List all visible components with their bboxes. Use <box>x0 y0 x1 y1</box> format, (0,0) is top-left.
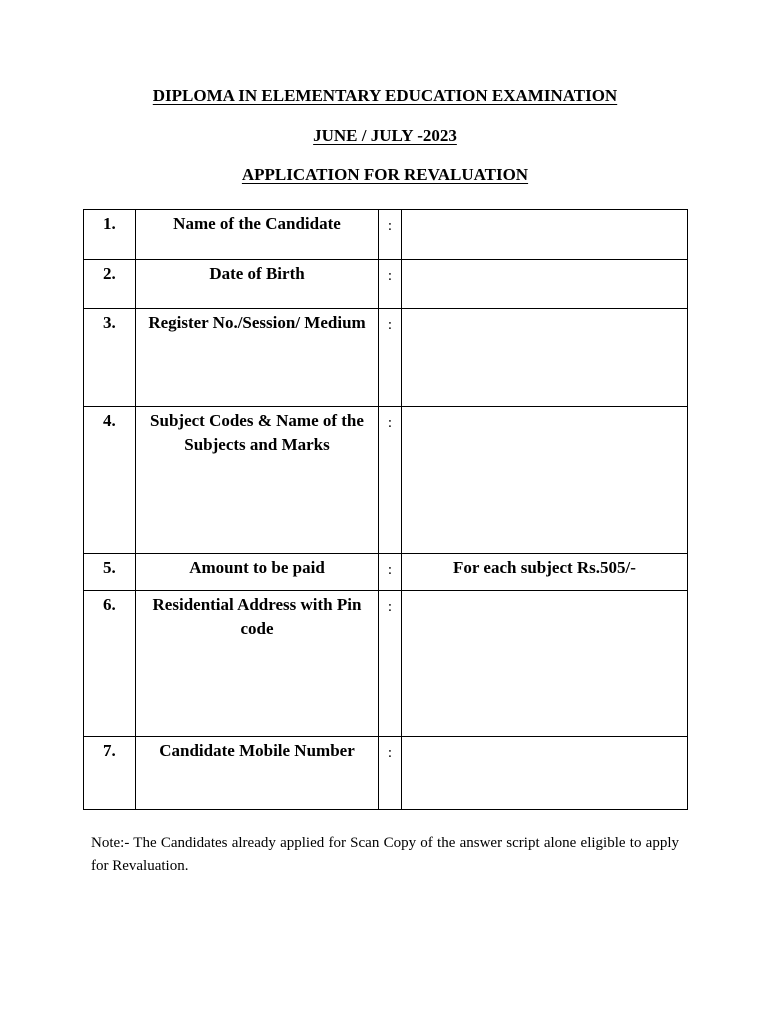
row-number: 3. <box>84 309 136 407</box>
field-label-date-of-birth: Date of Birth <box>136 260 379 309</box>
field-label-candidate-name: Name of the Candidate <box>136 210 379 260</box>
row-number: 5. <box>84 554 136 591</box>
eligibility-note: Note:- The Candidates already applied for Scan Copy of the answer script alone eligible to apply for Revaluation. <box>91 835 679 874</box>
row-address <box>84 591 688 737</box>
field-label-amount: Amount to be paid <box>136 554 379 591</box>
field-value-candidate-name[interactable] <box>402 210 688 260</box>
field-value-mobile[interactable] <box>402 737 688 810</box>
row-date-of-birth <box>84 260 688 309</box>
field-label-subject-codes: Subject Codes & Name of the Subjects and Marks <box>136 407 379 554</box>
row-number: 2. <box>84 260 136 309</box>
row-subject-codes <box>84 407 688 554</box>
field-label-address: Residential Address with Pin code <box>136 591 379 737</box>
row-number: 4. <box>84 407 136 554</box>
field-value-register-number[interactable] <box>402 309 688 407</box>
field-label-mobile: Candidate Mobile Number <box>136 737 379 810</box>
exam-session: JUNE / JULY -2023 <box>313 126 457 145</box>
colon-separator: : <box>379 554 402 591</box>
colon-separator: : <box>379 309 402 407</box>
row-register-number <box>84 309 688 407</box>
colon-separator: : <box>379 260 402 309</box>
colon-separator: : <box>379 407 402 554</box>
row-number: 6. <box>84 591 136 737</box>
field-value-subject-codes[interactable] <box>402 407 688 554</box>
row-number: 7. <box>84 737 136 810</box>
field-value-amount: For each subject Rs.505/- <box>402 554 688 591</box>
colon-separator: : <box>379 591 402 737</box>
colon-separator: : <box>379 210 402 260</box>
application-form-table <box>83 209 688 810</box>
row-candidate-name <box>84 210 688 260</box>
field-label-register-number: Register No./Session/ Medium <box>136 309 379 407</box>
field-value-date-of-birth[interactable] <box>402 260 688 309</box>
exam-title: DIPLOMA IN ELEMENTARY EDUCATION EXAMINATION <box>152 86 618 105</box>
row-number: 1. <box>84 210 136 260</box>
row-mobile <box>84 737 688 810</box>
field-value-address[interactable] <box>402 591 688 737</box>
form-subtitle: APPLICATION FOR REVALUATION <box>241 165 529 184</box>
colon-separator: : <box>379 737 402 810</box>
row-amount <box>84 554 688 591</box>
